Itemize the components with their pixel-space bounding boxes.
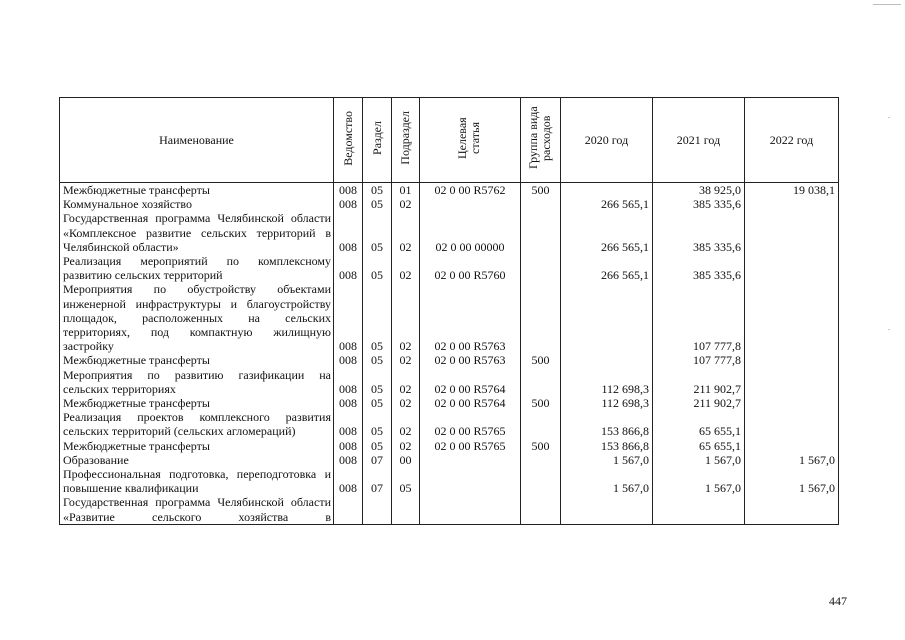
row-target xyxy=(420,495,521,524)
row-2022 xyxy=(745,368,839,396)
table-row xyxy=(60,396,839,410)
row-subsection: 02 xyxy=(392,282,420,353)
table-row xyxy=(60,254,839,282)
row-2022 xyxy=(745,410,839,438)
row-2020 xyxy=(561,183,653,198)
row-section: 07 xyxy=(363,467,392,495)
row-group: 500 xyxy=(521,396,561,410)
row-2020: 153 866,8 xyxy=(561,410,653,438)
row-subsection: 02 xyxy=(392,368,420,396)
header-name: Наименование xyxy=(60,98,334,183)
row-2022 xyxy=(745,353,839,367)
row-dept: 008 xyxy=(334,368,363,396)
row-name: Государственная программа Челябинской области «Развитие сельского хозяйства в xyxy=(60,495,334,524)
row-group xyxy=(521,467,561,495)
table-body xyxy=(60,183,839,525)
row-target: 02 0 00 R5762 xyxy=(420,183,521,198)
row-name: Межбюджетные трансферты xyxy=(60,439,334,453)
row-name: Профессиональная подготовка, переподготовка и повышение квалификации xyxy=(60,467,334,495)
row-2020: 112 698,3 xyxy=(561,368,653,396)
row-2020: 1 567,0 xyxy=(561,453,653,467)
row-2021: 38 925,0 xyxy=(653,183,745,198)
row-2022 xyxy=(745,495,839,524)
table-row xyxy=(60,495,839,524)
row-2021: 107 777,8 xyxy=(653,353,745,367)
row-2022: 19 038,1 xyxy=(745,183,839,198)
row-section: 05 xyxy=(363,439,392,453)
header-2020: 2020 год xyxy=(561,98,653,183)
row-group xyxy=(521,453,561,467)
row-2021: 1 567,0 xyxy=(653,467,745,495)
row-2020: 266 565,1 xyxy=(561,254,653,282)
row-dept: 008 xyxy=(334,396,363,410)
header-subsection: Подраздел xyxy=(392,98,420,183)
row-2021: 385 335,6 xyxy=(653,254,745,282)
row-2020: 112 698,3 xyxy=(561,396,653,410)
row-2021: 107 777,8 xyxy=(653,282,745,353)
row-subsection: 02 xyxy=(392,410,420,438)
row-2021: 385 335,6 xyxy=(653,211,745,254)
row-group: 500 xyxy=(521,183,561,198)
row-section: 05 xyxy=(363,254,392,282)
row-name: Государственная программа Челябинской области «Комплексное развитие сельских территорий в Челябинской области» xyxy=(60,211,334,254)
row-name: Реализация проектов комплексного развития сельских территорий (сельских агломераций) xyxy=(60,410,334,438)
row-dept: 008 xyxy=(334,183,363,198)
row-2020 xyxy=(561,353,653,367)
row-target: 02 0 00 R5764 xyxy=(420,368,521,396)
header-dept: Ведомство xyxy=(334,98,363,183)
row-dept: 008 xyxy=(334,410,363,438)
row-section: 05 xyxy=(363,410,392,438)
row-group xyxy=(521,495,561,524)
row-dept: 008 xyxy=(334,467,363,495)
table-row xyxy=(60,439,839,453)
table-row xyxy=(60,467,839,495)
row-2021: 1 567,0 xyxy=(653,453,745,467)
row-dept: 008 xyxy=(334,453,363,467)
row-target: 02 0 00 R5765 xyxy=(420,439,521,453)
row-2021: 65 655,1 xyxy=(653,439,745,453)
top-edge-line xyxy=(873,4,901,5)
header-2022: 2022 год xyxy=(745,98,839,183)
page-number: 447 xyxy=(829,594,847,608)
row-dept: 008 xyxy=(334,254,363,282)
row-section: 05 xyxy=(363,282,392,353)
row-subsection: 02 xyxy=(392,396,420,410)
header-section: Раздел xyxy=(363,98,392,183)
row-section: 05 xyxy=(363,183,392,198)
table-row xyxy=(60,353,839,367)
row-2022: 1 567,0 xyxy=(745,467,839,495)
row-name: Коммунальное хозяйство xyxy=(60,197,334,211)
row-section: 05 xyxy=(363,211,392,254)
row-subsection: 05 xyxy=(392,467,420,495)
row-section xyxy=(363,495,392,524)
row-group xyxy=(521,197,561,211)
row-name: Межбюджетные трансферты xyxy=(60,183,334,198)
row-subsection: 02 xyxy=(392,353,420,367)
row-section: 05 xyxy=(363,353,392,367)
row-subsection: 01 xyxy=(392,183,420,198)
table-row xyxy=(60,282,839,353)
row-2022 xyxy=(745,254,839,282)
row-target xyxy=(420,467,521,495)
row-group xyxy=(521,368,561,396)
table-row xyxy=(60,410,839,438)
row-2022 xyxy=(745,282,839,353)
row-section: 07 xyxy=(363,453,392,467)
row-2020 xyxy=(561,282,653,353)
row-group: 500 xyxy=(521,439,561,453)
row-2021: 385 335,6 xyxy=(653,197,745,211)
row-target xyxy=(420,197,521,211)
row-2022 xyxy=(745,197,839,211)
row-2022 xyxy=(745,211,839,254)
header-group: Группа вида расходов xyxy=(521,98,561,183)
row-dept: 008 xyxy=(334,211,363,254)
row-target: 02 0 00 00000 xyxy=(420,211,521,254)
row-2020: 266 565,1 xyxy=(561,211,653,254)
row-dept: 008 xyxy=(334,353,363,367)
row-section: 05 xyxy=(363,368,392,396)
row-target xyxy=(420,453,521,467)
row-target: 02 0 00 R5763 xyxy=(420,353,521,367)
row-group xyxy=(521,254,561,282)
row-subsection: 02 xyxy=(392,197,420,211)
row-2021: 211 902,7 xyxy=(653,396,745,410)
row-2020 xyxy=(561,495,653,524)
row-2020: 266 565,1 xyxy=(561,197,653,211)
table-row xyxy=(60,211,839,254)
row-dept: 008 xyxy=(334,197,363,211)
row-subsection: 02 xyxy=(392,211,420,254)
row-name: Реализация мероприятий по комплексному развитию сельских территорий xyxy=(60,254,334,282)
row-target: 02 0 00 R5760 xyxy=(420,254,521,282)
budget-table xyxy=(59,97,839,525)
margin-mark xyxy=(888,329,890,330)
row-subsection: 00 xyxy=(392,453,420,467)
row-subsection: 02 xyxy=(392,439,420,453)
row-target: 02 0 00 R5765 xyxy=(420,410,521,438)
table-row xyxy=(60,368,839,396)
table-row xyxy=(60,183,839,198)
row-subsection: 02 xyxy=(392,254,420,282)
row-group xyxy=(521,410,561,438)
row-section: 05 xyxy=(363,396,392,410)
row-2022: 1 567,0 xyxy=(745,453,839,467)
row-name: Мероприятия по развитию газификации на сельских территориях xyxy=(60,368,334,396)
row-dept: 008 xyxy=(334,439,363,453)
row-group: 500 xyxy=(521,353,561,367)
header-target: Целевая статья xyxy=(420,98,521,183)
table-header-row xyxy=(60,98,839,183)
row-target: 02 0 00 R5763 xyxy=(420,282,521,353)
row-target: 02 0 00 R5764 xyxy=(420,396,521,410)
table-row xyxy=(60,197,839,211)
row-2020: 1 567,0 xyxy=(561,467,653,495)
row-2020: 153 866,8 xyxy=(561,439,653,453)
margin-mark xyxy=(888,117,890,118)
row-name: Межбюджетные трансферты xyxy=(60,353,334,367)
row-name: Мероприятия по обустройству объектами инженерной инфраструктуры и благоустройству площадок, расположенных на сельских территориях, под компактную жилищную застройку xyxy=(60,282,334,353)
row-2022 xyxy=(745,396,839,410)
row-2021 xyxy=(653,495,745,524)
row-dept xyxy=(334,495,363,524)
row-dept: 008 xyxy=(334,282,363,353)
row-2021: 65 655,1 xyxy=(653,410,745,438)
row-group xyxy=(521,282,561,353)
table-row xyxy=(60,453,839,467)
row-section: 05 xyxy=(363,197,392,211)
row-group xyxy=(521,211,561,254)
row-name: Образование xyxy=(60,453,334,467)
row-2021: 211 902,7 xyxy=(653,368,745,396)
row-2022 xyxy=(745,439,839,453)
row-subsection xyxy=(392,495,420,524)
row-name: Межбюджетные трансферты xyxy=(60,396,334,410)
header-2021: 2021 год xyxy=(653,98,745,183)
